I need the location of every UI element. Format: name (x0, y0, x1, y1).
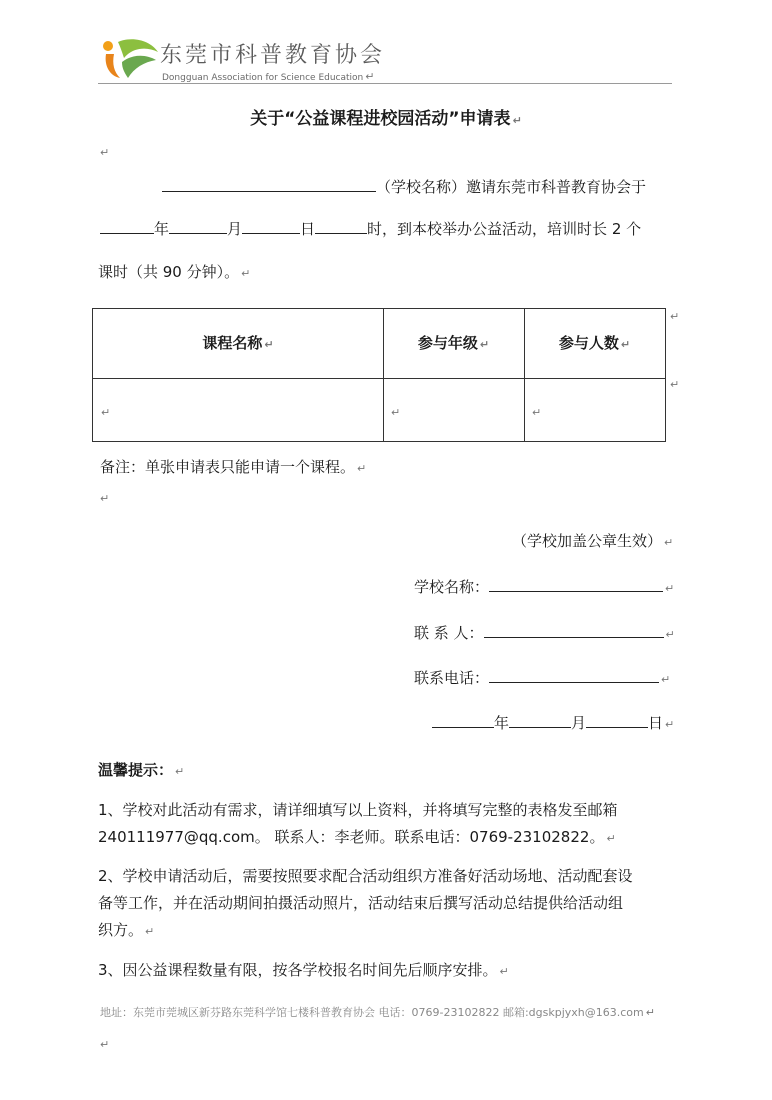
signature-phone: 联系电话： ↵ (414, 669, 671, 687)
table-cell-course-name[interactable]: ↵ (101, 406, 111, 419)
tip-2-line-1: 2、学校申请活动后，需要按照要求配合活动组织方准备好活动场地、活动配套设 (98, 867, 633, 885)
signature-date: 年 月 日 ↵ (432, 712, 674, 733)
signature-year-blank[interactable] (432, 713, 494, 728)
tip-1-line-1: 1、学校对此活动有需求，请详细填写以上资料，并将填写完整的表格发至邮箱 (98, 801, 618, 819)
paragraph-mark: ↵ (100, 1038, 110, 1051)
footer-contact: 地址：东莞市莞城区新芬路东莞科学馆七楼科普教育协会 电话：0769-23102822 邮箱:dgskpjyxh@163.com ↵ (100, 1006, 655, 1019)
table-cell-count[interactable]: ↵ (532, 406, 542, 419)
paragraph-mark: ↵ (670, 378, 680, 391)
signature-contact: 联 系 人： ↵ (414, 624, 675, 642)
signature-school-name: 学校名称： ↵ (414, 578, 675, 596)
month-blank[interactable] (169, 219, 227, 234)
table-divider (93, 378, 665, 379)
tip-1-line-2: 240111977@qq.com。 联系人：李老师。联系电话：0769-23102822。 ↵ (98, 828, 616, 846)
tips-title: 温馨提示： ↵ (98, 761, 185, 779)
note-text: 备注：单张申请表只能申请一个课程。 ↵ (100, 458, 367, 476)
paragraph-mark: ↵ (100, 492, 110, 505)
day-blank[interactable] (242, 219, 300, 234)
org-name-en: Dongguan Association for Science Education ↵ (162, 70, 375, 83)
paragraph-mark: ↵ (100, 146, 110, 159)
course-table (92, 308, 666, 442)
invitation-line-2: 年 月 日 时，到本校举办公益活动，培训时长 2 个 (100, 218, 641, 239)
signature-contact-blank[interactable] (484, 623, 664, 638)
year-blank[interactable] (100, 219, 154, 234)
tip-3: 3、因公益课程数量有限，按各学校报名时间先后顺序安排。 ↵ (98, 961, 509, 979)
signature-phone-blank[interactable] (489, 668, 659, 683)
tip-2-line-2: 备等工作，并在活动期间拍摄活动照片，活动结束后撰写活动总结提供给活动组 (98, 894, 624, 912)
paragraph-mark: ↵ (670, 310, 680, 323)
logo-mark-icon (98, 32, 160, 82)
hour-blank[interactable] (315, 219, 367, 234)
table-cell-grade[interactable]: ↵ (391, 406, 401, 419)
tip-2-line-3: 织方。 ↵ (98, 921, 155, 939)
page-title: 关于“公益课程进校园活动”申请表 ↵ (250, 109, 522, 129)
table-header-grade: 参与年级 ↵ (417, 334, 490, 352)
stamp-note: （学校加盖公章生效） ↵ (512, 532, 674, 550)
header-divider (98, 83, 672, 84)
invitation-line-3: 课时（共 90 分钟）。 ↵ (98, 263, 251, 281)
signature-day-blank[interactable] (586, 713, 648, 728)
invitation-line-1: （学校名称）邀请东莞市科普教育协会于 (162, 176, 646, 197)
signature-month-blank[interactable] (509, 713, 571, 728)
table-header-course-name: 课程名称 ↵ (202, 334, 274, 352)
school-name-blank[interactable] (162, 177, 376, 192)
association-logo (98, 30, 388, 88)
org-name-cn: 东莞市科普教育协会 (160, 43, 386, 68)
signature-school-name-blank[interactable] (489, 577, 663, 592)
table-header-count: 参与人数 ↵ (558, 334, 631, 352)
